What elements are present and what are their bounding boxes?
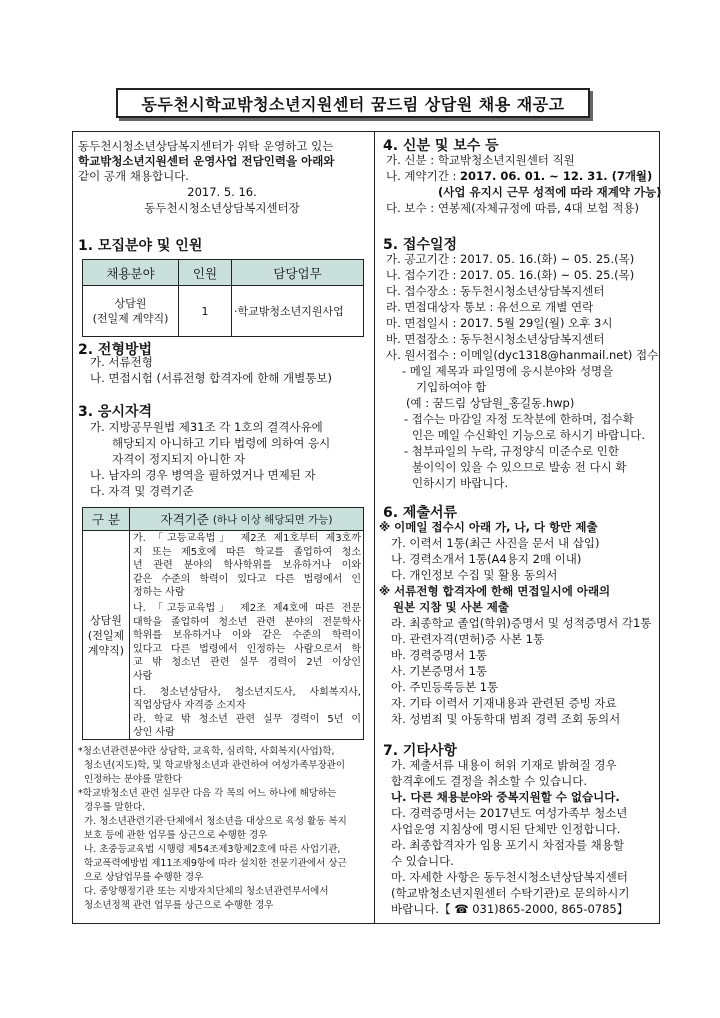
recruit-table — [82, 259, 364, 337]
intro-line: 같이 공개 채용합니다. — [78, 169, 189, 183]
duty-cell: ·학교밖청소년지원사업 — [232, 286, 364, 337]
position-cell — [83, 531, 130, 739]
footnote-line: 으로 상담업무를 수행한 경우 — [84, 872, 204, 883]
table-header: 구 분 — [83, 508, 130, 530]
criteria-line: 정하는 사람 — [133, 587, 185, 599]
list-item: 나. 접수기간 : 2017. 05. 16.(화) ~ 05. 25.(목) — [386, 268, 635, 282]
list-item: 수 있습니다. — [391, 854, 454, 868]
column-divider — [374, 131, 375, 924]
note: ※ 서류전형 합격자에 한해 면접일시에 아래의 — [379, 584, 611, 598]
field-line: 상담원 — [114, 297, 147, 310]
section-1-heading: 1. 모집분야 및 인원 — [78, 238, 203, 254]
criteria-line: 라. 학교 밖 청소년 관련 실무 경력이 5년 이 — [133, 713, 361, 725]
criteria-line: 학위를 보유하거나 이와 같은 수준의 학력이 — [133, 630, 361, 642]
list-item: 합격후에도 결정을 취소할 수 있습니다. — [391, 774, 588, 788]
list-item: 가. 지방공무원법 제31조 각 1호의 결격사유에 — [90, 420, 323, 434]
list-item: 바. 면접장소 : 동두천시청소년상담복지센터 — [386, 332, 605, 346]
list-item: 다. 접수장소 : 동두천시청소년상담복지센터 — [386, 284, 605, 298]
list-item: 자. 기타 이력서 기재내용과 관련된 증빙 자료 — [391, 696, 617, 710]
list-item: 나. 경력소개서 1통(A4용지 2매 이내) — [391, 552, 582, 566]
footnote-line: 다. 중앙행정기관 또는 지방자치단체의 청소년관련부서에서 — [84, 886, 329, 897]
table-header — [130, 508, 363, 530]
footnote-line: 청소년정책 관련 업무를 상근으로 수행한 경우 — [84, 900, 274, 911]
criteria-header: 자격기준 — [160, 512, 209, 527]
section-4-heading: 4. 신분 및 보수 등 — [383, 138, 499, 154]
list-item: 라. 최종합격자가 임용 포기시 차점자를 채용할 — [391, 838, 625, 852]
footnote-line: 경우를 말한다. — [84, 802, 146, 813]
list-item: 가. 신분 : 학교밖청소년지원센터 직원 — [386, 153, 575, 167]
sub-item: (예 : 꿈드림 상담원_홍길동.hwp) — [406, 396, 575, 410]
table-header: 채용분야 — [83, 260, 179, 286]
footnote-line: *학교밖청소년 관련 실무란 다음 각 목의 어느 하나에 해당하는 — [78, 788, 337, 799]
contract-note: (사업 유지시 근무 성적에 따라 재계약 가능) — [438, 185, 662, 199]
criteria-cell — [133, 532, 361, 740]
list-item: 다. 자격 및 경력기준 — [90, 484, 194, 498]
list-item: 아. 주민등록등본 1통 — [391, 680, 499, 694]
contract-period: 2017. 06. 01. ~ 12. 31. (7개월) — [460, 169, 653, 183]
count-cell: 1 — [179, 286, 232, 337]
intro-line: 동두천시청소년상담복지센터가 위탁 운영하고 있는 — [78, 139, 334, 153]
criteria-line: 상인 사람 — [133, 727, 175, 739]
list-item: 사. 원서접수 : 이메일(dyc1318@hanmail.net) 접수 — [386, 348, 659, 362]
criteria-line: 있다고 다른 법령에서 인정하는 사람으로서 학 — [133, 643, 361, 655]
list-item: 사. 기본증명서 1통 — [391, 664, 488, 678]
list-item: 마. 면접일시 : 2017. 5월 29일(월) 오후 3시 — [386, 316, 613, 330]
table-header: 인원 — [179, 260, 232, 286]
list-item: (학교밖청소년지원센터 수탁기관)로 문의하시기 — [391, 886, 630, 900]
list-item: 바랍니다.【 ☎ 031)865-2000, 865-0785】 — [391, 902, 629, 916]
list-item: 나. 면접시험 (서류전형 합격자에 한해 개별통보) — [90, 371, 332, 385]
list-item: 마. 관련자격(면허)증 사본 1통 — [391, 632, 545, 646]
criteria-line: 가. 「고등교육법」 제2조 제1호부터 제3호까 — [133, 533, 361, 544]
qualification-table-header — [83, 508, 363, 531]
note: 원본 지참 및 사본 제출 — [393, 600, 509, 614]
criteria-header-note: (하나 이상 해당되면 가능) — [212, 513, 333, 526]
page-title — [116, 88, 590, 118]
qualification-table — [82, 507, 364, 740]
list-item: 자격이 정지되지 아니한 자 — [112, 452, 246, 466]
list-item: 차. 성범죄 및 아동학대 범죄 경력 조회 동의서 — [391, 712, 621, 726]
list-item — [386, 169, 652, 184]
criteria-line: 직업상담사 자격증 소지자 — [133, 700, 246, 712]
list-item: 해당되지 아니하고 기타 법령에 의하여 응시 — [112, 436, 331, 450]
section-2-heading: 2. 전형방법 — [78, 342, 153, 358]
section-3-heading: 3. 응시자격 — [78, 404, 153, 420]
list-item: 사업운영 지침상에 명시된 단체만 인정합니다. — [391, 822, 621, 836]
table-row — [83, 286, 364, 337]
list-item: 가. 공고기간 : 2017. 05. 16.(화) ~ 05. 25.(목) — [386, 252, 635, 266]
criteria-line: 나. 「고등교육법」 제2조 제4호에 따른 전문 — [133, 602, 361, 614]
footnote-line: 학교폭력예방법 제11조제9항에 따라 설치한 전문기관에서 상근 — [84, 858, 347, 869]
footnote-line: 나. 초중등교육법 시행령 제54조제3항제2호에 따른 사업기관, — [84, 844, 341, 855]
sub-item: 인하시기 바랍니다. — [412, 476, 509, 490]
criteria-line: 교 밖 청소년 관련 실무 경력이 2년 이상인 — [133, 657, 361, 669]
footnote-line: 인정하는 분야를 말한다 — [84, 774, 182, 785]
contract-label: 나. 계약기간 : — [386, 169, 461, 183]
sub-item: 불이익이 있을 수 있으므로 발송 전 다시 확 — [412, 460, 627, 474]
list-item: 가. 제출서류 내용이 허위 기재로 밝혀질 경우 — [391, 758, 617, 772]
section-7-heading: 7. 기타사항 — [383, 743, 458, 759]
list-item: 라. 면접대상자 통보 : 유선으로 개별 연락 — [386, 300, 594, 314]
criteria-line: 대학을 졸업하여 청소년 관련 분야의 전문학사 — [133, 616, 361, 628]
field-line: (전일제 계약직) — [92, 312, 169, 325]
section-5-heading: 5. 접수일정 — [383, 237, 458, 253]
sub-item: - 접수는 마감일 자정 도착분에 한하며, 접수확 — [404, 412, 634, 426]
footnote-line: 보호 등에 관한 업무를 상근으로 수행한 경우 — [84, 830, 268, 841]
list-item: 다. 보수 : 연봉제(자체규정에 따름, 4대 보험 적용) — [386, 201, 640, 215]
criteria-line: 년 관련 분야의 학사학위를 보유하거나 이와 — [133, 560, 361, 572]
list-item: 마. 자세한 사항은 동두천시청소년상담복지센터 — [391, 870, 628, 884]
criteria-line: 다. 청소년상담사, 청소년지도사, 사회복지사, — [133, 686, 361, 698]
intro-date: 2017. 5. 16. — [187, 185, 257, 199]
footnote-line: *청소년관련분야란 상담학, 교육학, 심리학, 사회복지(사업)학, — [78, 746, 335, 757]
sub-item: - 첨부파일의 누락, 규정양식 미준수로 인한 — [404, 444, 619, 458]
page-title-text: 동두천시학교밖청소년지원센터 꿈드림 상담원 채용 재공고 — [141, 94, 565, 114]
field-cell — [83, 286, 179, 337]
list-item: 다. 경력증명서는 2017년도 여성가족부 청소년 — [391, 806, 628, 820]
position-line: (전일제 — [87, 628, 125, 642]
intro-issuer: 동두천시청소년상담복지센터장 — [144, 201, 300, 215]
note: ※ 이메일 접수시 아래 가, 나, 다 항만 제출 — [379, 520, 598, 534]
criteria-line: 지 또는 제5호에 따른 학교를 졸업하여 청소 — [133, 546, 361, 558]
footnote-line: 가. 청소년관련기관·단체에서 청소년을 대상으로 육성 활동 복지 — [84, 816, 347, 827]
list-item: 나. 남자의 경우 병역을 필하였거나 면제된 자 — [90, 468, 316, 482]
list-item: 가. 서류전형 — [90, 355, 153, 369]
footnote-line: 청소년(지도)학, 및 학교밖청소년과 관련하여 여성가족부장관이 — [84, 760, 346, 771]
list-item: 라. 최종학교 졸업(학위)증명서 및 성적증명서 각1통 — [391, 616, 652, 630]
position-line: 상담원 — [90, 613, 122, 627]
list-item: 바. 경력증명서 1통 — [391, 648, 488, 662]
sub-item: 인은 메일 수신확인 기능으로 하시기 바랍니다. — [412, 428, 646, 442]
criteria-line: 사람 — [133, 670, 153, 682]
section-6-heading: 6. 제출서류 — [383, 505, 458, 521]
list-item: 나. 다른 채용분야와 중복지원할 수 없습니다. — [391, 790, 620, 804]
intro-line: 학교밖청소년지원센터 운영사업 전담인력을 아래와 — [78, 154, 335, 168]
position-line: 계약직) — [87, 643, 125, 657]
criteria-line: 같은 수준의 학력이 있다고 다른 법령에서 인 — [133, 573, 361, 585]
list-item: 다. 개인정보 수집 및 활용 동의서 — [391, 568, 558, 582]
table-header: 담당업무 — [232, 260, 364, 286]
sub-item: - 메일 제목과 파일명에 응시분야와 성명을 — [402, 364, 614, 378]
sub-item: 기입하여야 함 — [416, 380, 487, 394]
list-item: 가. 이력서 1통(최근 사진을 문서 내 삽입) — [391, 536, 600, 550]
